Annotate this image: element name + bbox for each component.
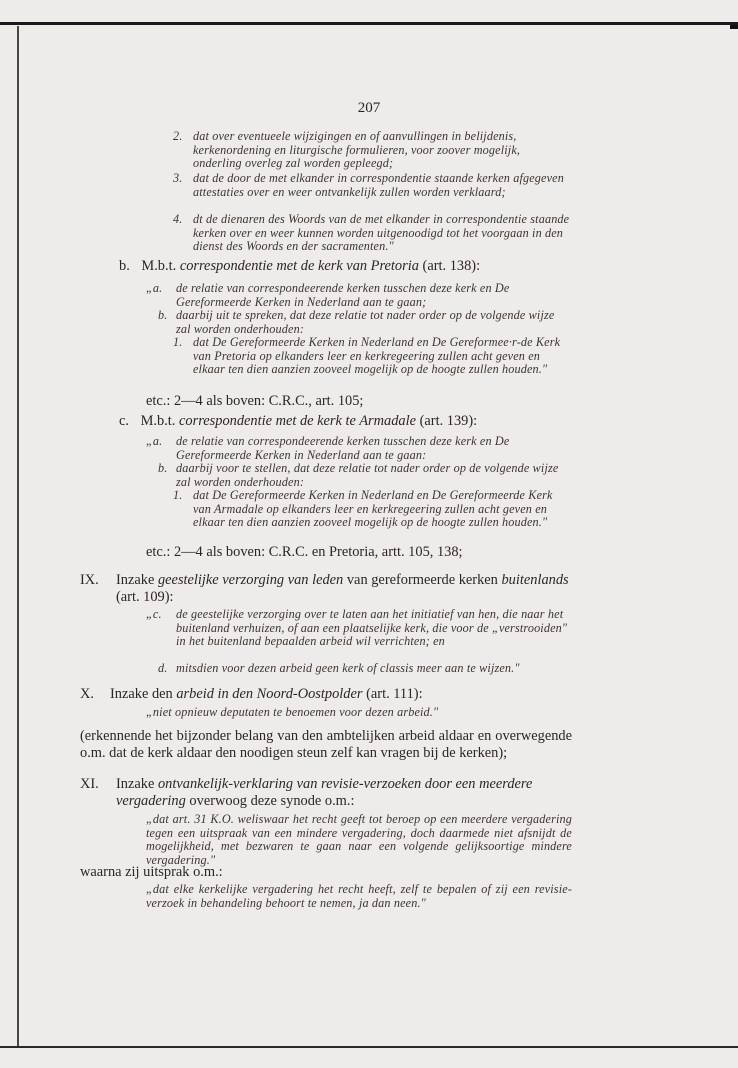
section-x-heading: X. Inzake den arbeid in den Noord-Oostpolder (art. 111): xyxy=(80,686,423,702)
list-item: 3. dat de door de met elkander in correspondentie staande kerken afgegeven attestaties over en weer ontvankelijk zullen worden verklaard; xyxy=(173,171,564,199)
list-item: b. daarbij voor te stellen, dat deze relatie tot nader order op de volgende wijze zal worden onderhouden: xyxy=(158,461,559,489)
page-edge-mark xyxy=(730,25,738,29)
section-x-quote: „niet opnieuw deputaten te benoemen voor dezen arbeid." xyxy=(146,705,439,719)
section-xi-quote-1: „dat art. 31 K.O. weliswaar het recht geeft tot beroep op een meerdere vergadering tegen een uitspraak van een mindere vergadering, doch daarmede niet afsnijdt de mogelijkheid, met bezwaren te gaan naar een volgende gelijksoortige mindere vergadering." xyxy=(146,812,572,867)
list-item: „a. de relatie van correspondeerende kerken tusschen deze kerk en De Gereformeerde Kerken in Nederland aan te gaan: xyxy=(146,434,510,462)
page-edge-top xyxy=(0,22,738,25)
list-item: d. mitsdien voor dezen arbeid geen kerk of classis meer aan te wijzen." xyxy=(158,661,520,675)
list-item: 1. dat De Gereformeerde Kerken in Nederland en De Gereformeerde Kerk van Armadale op elkanders leer en kerkregeering zullen acht geven en elkaar ten dien aanzien zooveel mogelijk op de hoogte zullen houden." xyxy=(173,488,553,530)
list-item: 4. dt de dienaren des Woords van de met elkander in correspondentie staande kerken over en weer kunnen worden uitgenoodigd tot het voorgaan in den dienst des Woords en der sacramenten." xyxy=(173,212,570,254)
section-xi-connector: waarna zij uitsprak o.m.: xyxy=(80,864,223,880)
list-item: „c. de geestelijke verzorging over te laten aan het initiatief van hen, die naar het buitenland verhuizen, of aan een plaatselijke kerk, die voor de „verstrooiden" in het buitenland bepaalden arbeid wil verrichten; en xyxy=(146,607,568,649)
list-item: 1. dat De Gereformeerde Kerken in Nederland en De Gereformee·r-de Kerk van Pretoria op elkanders leer en kerkregeering zullen acht geven en elkaar ten dien aanzien zooveel mogelijk op de hoogte zullen houden." xyxy=(173,335,561,377)
list-item: b. daarbij uit te spreken, dat deze relatie tot nader order op de volgende wijze zal worden onderhouden: xyxy=(158,308,555,336)
section-ix-heading: IX. Inzake geestelijke verzorging van leden van gereformeerde kerken buitenlands (art. 109): xyxy=(80,572,569,605)
page-edge-left xyxy=(17,26,19,1046)
section-x-paragraph: (erkennende het bijzonder belang van den ambtelijken arbeid aldaar en overwegende o.m. dat de kerk aldaar den noodigen steun zelf kan vragen bij de kerken); xyxy=(80,728,572,761)
section-c-heading: c. M.b.t. correspondentie met de kerk te Armadale (art. 139): xyxy=(119,413,478,429)
list-item: „a. de relatie van correspondeerende kerken tusschen deze kerk en De Gereformeerde Kerken in Nederland aan te gaan; xyxy=(146,281,510,309)
section-b-etc: etc.: 2—4 als boven: C.R.C., art. 105; xyxy=(146,393,364,409)
page-number: 207 xyxy=(357,100,381,116)
list-item: 2. dat over eventueele wijzigingen en of aanvullingen in belijdenis, kerkenordening en liturgische formulieren, voor zoover mogelijk, onderling overleg zal worden gepleegd; xyxy=(173,129,521,171)
section-xi-heading: XI. Inzake ontvankelijk-verklaring van revisie-verzoeken door een meerdere vergadering overwoog deze synode o.m.: xyxy=(80,776,533,809)
page-edge-bottom xyxy=(0,1046,738,1048)
section-c-etc: etc.: 2—4 als boven: C.R.C. en Pretoria, artt. 105, 138; xyxy=(146,544,463,560)
section-xi-quote-2: „dat elke kerkelijke vergadering het recht heeft, zelf te bepalen of zij een revisie-verzoek in behandeling behoort te nemen, ja dan neen." xyxy=(146,882,572,910)
section-b-heading: b. M.b.t. correspondentie met de kerk van Pretoria (art. 138): xyxy=(119,258,481,274)
